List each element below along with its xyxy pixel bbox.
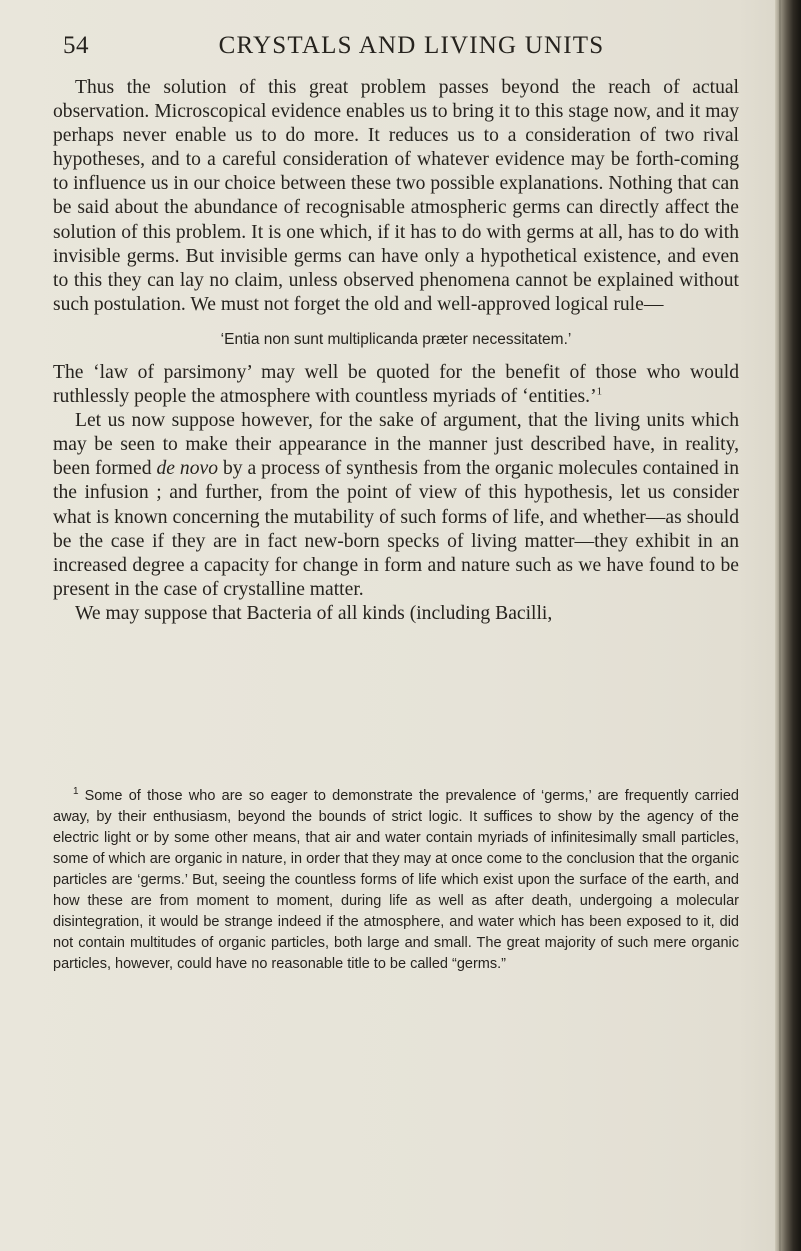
page-header (63, 32, 738, 68)
paragraph-3-text-b: by a process of synthesis from the organic molecules contained in the infusion ; and further, from the point of view of this hypothesis, let us consider what is known concerning the mutability of such forms of life, and whether—as should be the case if they are in fact new-born specks of living matter—they exhibit in an increased degree a capacity for change in form and nature such as we have found to be present in the case of crystalline matter. (53, 458, 740, 600)
main-text (53, 76, 739, 626)
paragraph-2 (53, 361, 739, 409)
latin-quotation: ‘Entia non sunt multiplicanda præter necessitatem.’ (220, 330, 572, 348)
footnote-text: Some of those who are so eager to demonstrate the prevalence of ‘germs,’ are frequently carried away, by their enthusiasm, beyond the bounds of strict logic. It suffices to show by the agency of the electric light or by some other means, that air and water contain myriads of infinitesimally small particles, some of which are organic in nature, in order that they may at once come to the conclusion that the organic particles are ‘germs.’ But, seeing the countless forms of life which exist upon the surface of the earth, and how these are from moment to moment, during life as well as after death, undergoing a molecular disintegration, it would be strange indeed if the atmosphere, and water which has been exposed to it, did not contain multitudes of organic particles, both large and small. The great majority of such mere organic particles, however, could have no reasonable title to be called “germs.” (53, 788, 739, 972)
paragraph-4: We may suppose that Bacteria of all kinds (including Bacilli, (75, 602, 553, 624)
paragraph-2-text: The ‘law of parsimony’ may well be quoted for the benefit of those who would ruthlessly people the atmosphere with countless myriads of ‘entities.’ (53, 361, 739, 408)
footnote-reference[interactable]: 1 (596, 385, 603, 398)
paragraph-3-text-a: Let us now suppose however, for the sake of argument, that the living units which may be seen to make their appearance in the manner just described have, in reality, been formed (53, 410, 739, 480)
paragraph-3 (53, 409, 739, 602)
page-number: 54 (63, 32, 89, 59)
footnotes (53, 786, 739, 975)
paragraph-1: Thus the solution of this great problem passes beyond the reach of actual observation. Microscopical evidence enables us to bring it to this stage now, and it may perhaps never enable us to do more. It reduces us to a consideration of two rival hypotheses, and to a careful consideration of whatever evidence may be forth-coming to influence us in our choice between these two possible explanations. Nothing that can be said about the abundance of recognisable atmospheric germs can directly affect the solution of this problem. It is one which, if it has to do with germs at all, has to do with invisible germs. But invisible germs can have only a hypothetical existence, and even to this they can lay no claim, unless observed phenomena cannot be explained without such postulation. We must not forget the old and well-approved logical rule— (53, 77, 739, 315)
footnote-mark: 1 (73, 786, 79, 798)
book-spine-shadow (775, 0, 801, 1251)
running-title: CRYSTALS AND LIVING UNITS (218, 32, 605, 59)
paragraph-3-italic: de novo (156, 458, 219, 480)
footnote-1 (53, 786, 739, 975)
